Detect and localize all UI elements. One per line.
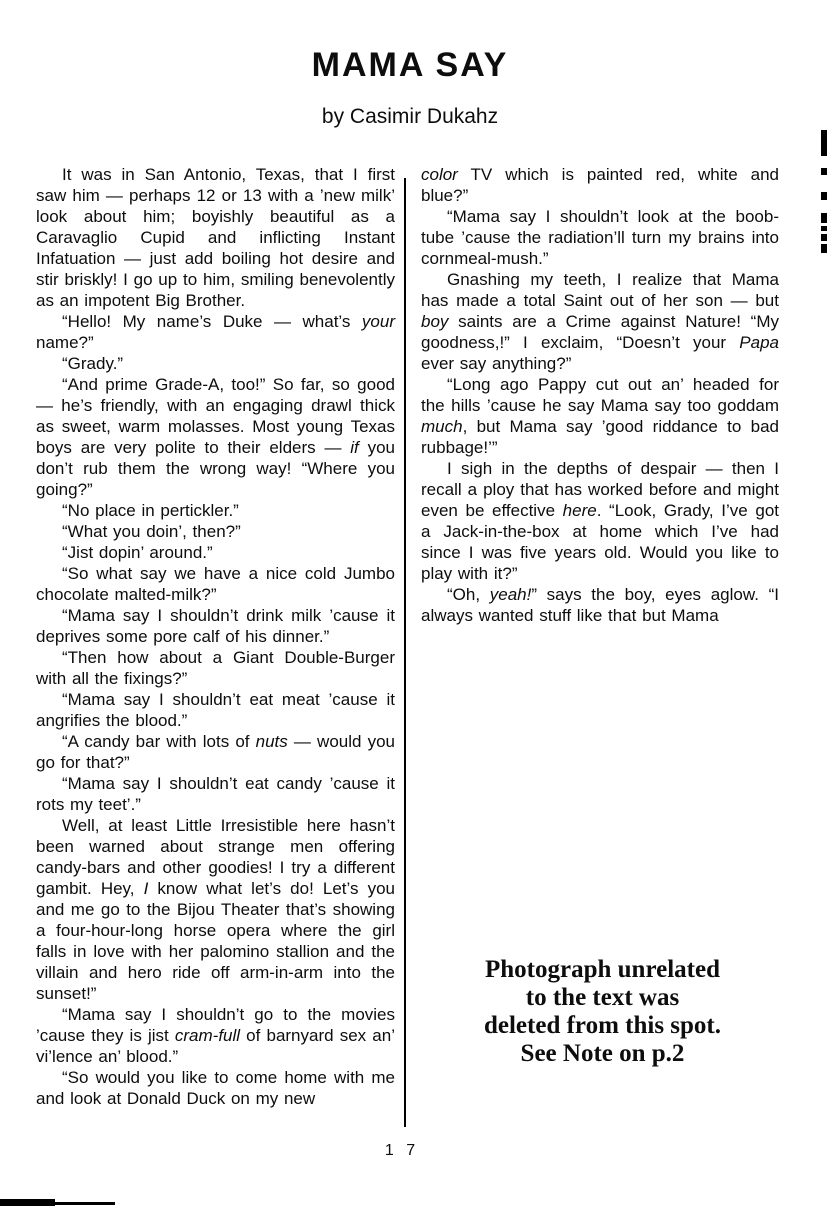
body-text: “Mama say I shouldn’t go to the movies ’cause they is jist xyxy=(36,1005,395,1045)
body-text: “So would you like to come home with me and look at Donald Duck on my new xyxy=(36,1068,395,1108)
body-text: — would you go for that?” xyxy=(36,732,395,772)
scan-edge-mark xyxy=(821,234,827,241)
body-text: “Jist dopin’ around.” xyxy=(62,543,213,562)
column-divider-rule xyxy=(404,178,406,1127)
paragraph xyxy=(36,500,395,521)
body-text: “Then how about a Giant Double-Burger with all the fixings?” xyxy=(36,648,395,688)
paragraph xyxy=(36,353,395,374)
paragraph xyxy=(36,689,395,731)
body-text: “A candy bar with lots of xyxy=(62,732,256,751)
paragraph xyxy=(421,458,779,584)
italic-text: if xyxy=(350,438,359,457)
body-text: ” says the boy, eyes aglow. “I always wanted stuff like that but Mama xyxy=(421,585,779,625)
right-column xyxy=(421,164,779,626)
body-text: TV which is painted red, white and blue?” xyxy=(421,165,779,205)
page-number: 1 7 xyxy=(384,1142,420,1159)
scan-edge-mark xyxy=(821,130,827,156)
italic-text: here xyxy=(562,501,597,520)
body-text: “Mama say I shouldn’t drink milk ’cause it deprives some pore calf of his dinner.” xyxy=(36,606,395,646)
paragraph xyxy=(36,647,395,689)
notice-line: deleted from this spot. xyxy=(483,1012,722,1039)
paragraph xyxy=(36,164,395,311)
body-text: “Mama say I shouldn’t eat meat ’cause it angrifies the blood.” xyxy=(36,690,395,730)
italic-text: nuts xyxy=(255,732,288,751)
paragraph xyxy=(36,374,395,500)
body-text: , but Mama say ’good riddance to bad rubbage!’” xyxy=(421,417,779,457)
body-text: saints are a Crime against Nature! “My goodness,!” I exclaim, “Doesn’t your xyxy=(421,312,779,352)
body-text: “No place in pertickler.” xyxy=(62,501,239,520)
paragraph xyxy=(421,164,779,206)
body-text: “Grady.” xyxy=(62,354,124,373)
notice-line: Photograph unrelated xyxy=(485,956,720,983)
italic-text: much xyxy=(421,417,463,436)
left-column xyxy=(36,164,395,1109)
body-text: know what let’s do! Let’s you and me go to the Bijou Theater that’s showing a four-hour-long horse opera where the girl falls in love with her palomino stallion and the villain and hero ride off arm-in-arm into the sunset!” xyxy=(36,879,395,1003)
paragraph xyxy=(36,605,395,647)
byline: by Casimir Dukahz xyxy=(321,105,499,128)
body-text: you don’t rub them the wrong way! “Where you going?” xyxy=(36,438,395,499)
paragraph xyxy=(36,1004,395,1067)
body-text: “Oh, xyxy=(447,585,490,604)
scan-bottom-bar xyxy=(0,1199,55,1206)
body-text: It was in San Antonio, Texas, that I first saw him — perhaps 12 or 13 with a ’new milk’ look about him; boyishly beautiful as a Caravaglio Cupid and inflicting Instant Infatuation — just add boiling hot desire and stir briskly! I go up to him, smiling benevolently as an impotent Big Brother. xyxy=(36,165,395,310)
italic-text: your xyxy=(361,312,395,331)
italic-text: boy xyxy=(421,312,449,331)
paragraph xyxy=(421,269,779,374)
italic-text: yeah! xyxy=(489,585,532,604)
scan-edge-mark xyxy=(821,192,827,200)
paragraph xyxy=(36,731,395,773)
notice-line: See Note on p.2 xyxy=(520,1040,685,1067)
body-text: of barnyard sex an’ vi’lence an’ blood.” xyxy=(36,1026,395,1066)
scan-edge-mark xyxy=(821,226,827,231)
paragraph xyxy=(36,1067,395,1109)
paragraph xyxy=(36,521,395,542)
italic-text: Papa xyxy=(739,333,779,352)
body-text: ever say anything?” xyxy=(421,354,572,373)
body-text: “Long ago Pappy cut out an’ headed for the hills ’cause he say Mama say too goddam xyxy=(421,375,779,415)
paragraph xyxy=(421,206,779,269)
body-text: “So what say we have a nice cold Jumbo chocolate malted-milk?” xyxy=(36,564,395,604)
paragraph xyxy=(421,374,779,458)
italic-text: color xyxy=(421,165,458,184)
body-text: “And prime Grade-A, too!” So far, so good — he’s friendly, with an engaging drawl thick as sweet, warm molasses. Most young Texas boys are very polite to their elders — xyxy=(36,375,395,457)
body-text: Well, at least Little Irresistible here hasn’t been warned about strange men offering candy-bars and other goodies! I try a different gambit. Hey, xyxy=(36,816,395,898)
italic-text: cram-full xyxy=(174,1026,241,1045)
italic-text: I xyxy=(143,879,149,898)
paragraph xyxy=(36,542,395,563)
notice-line: to the text was xyxy=(525,984,680,1011)
deleted-photo-notice xyxy=(425,956,780,1068)
scan-edge-mark xyxy=(821,168,827,175)
body-text: “What you doin’, then?” xyxy=(62,522,241,541)
paragraph xyxy=(421,584,779,626)
body-text: “Hello! My name’s Duke — what’s xyxy=(62,312,362,331)
paragraph xyxy=(36,773,395,815)
paragraph xyxy=(36,563,395,605)
paragraph xyxy=(36,815,395,1004)
body-text: “Mama say I shouldn’t eat candy ’cause it rots my teet’.” xyxy=(36,774,395,814)
body-text: I sigh in the depths of despair — then I recall a ploy that has worked before and might even be effective xyxy=(421,459,779,520)
scan-bottom-bar-thin xyxy=(55,1202,115,1205)
page-title: MAMA SAY xyxy=(311,46,509,84)
scan-edge-mark xyxy=(821,213,827,223)
body-text: “Mama say I shouldn’t look at the boob-tube ’cause the radiation’ll turn my brains into cornmeal-mush.” xyxy=(421,207,779,268)
body-text: . “Look, Grady, I’ve got a Jack-in-the-box at home which I’ve had since I was five years old. Would you like to play with it?” xyxy=(421,501,779,583)
paragraph xyxy=(36,311,395,353)
scan-edge-mark xyxy=(821,244,827,253)
body-text: name?” xyxy=(36,333,94,352)
body-text: Gnashing my teeth, I realize that Mama has made a total Saint out of her son — but xyxy=(421,270,779,310)
